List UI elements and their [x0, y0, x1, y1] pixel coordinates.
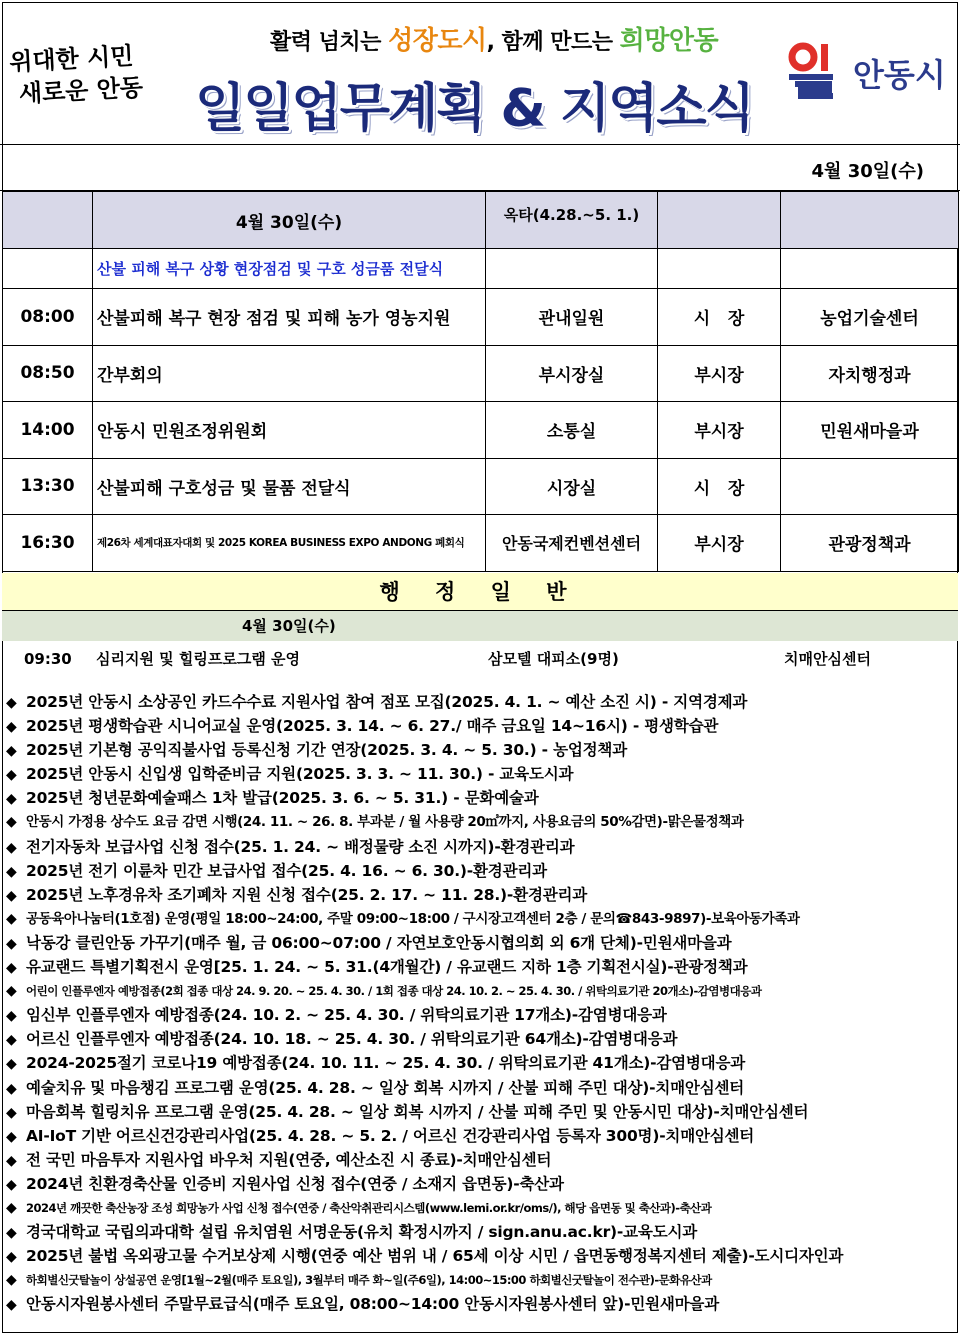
notice-item: [6, 1172, 954, 1196]
diamond-bullet-icon: ◆: [6, 887, 17, 904]
notice-item: [6, 835, 954, 859]
notice-text: 2025년 노후경유차 조기폐차 지원 신청 접수(25. 2. 17. ~ 11. 28.)-환경관리과: [26, 885, 588, 904]
notice-item: [6, 1027, 954, 1051]
tagline-hope-andong: 희망안동: [619, 26, 719, 56]
row-attendee: 시 장: [658, 289, 781, 346]
diamond-bullet-icon: ◆: [6, 695, 17, 711]
diamond-bullet-icon: ◆: [6, 719, 17, 736]
schedule-head-date: 4월 30일(수): [93, 192, 486, 249]
admin-section-title: 행 정 일 반: [2, 573, 958, 611]
notice-item: [6, 738, 954, 762]
date-label: 4월 30일(수): [811, 161, 924, 182]
notice-text: 마음회복 힐링치유 프로그램 운영(25. 4. 28. ~ 일상 회복 시까지 / 산불 피해 주민 및 안동시민 대상)-치매안심센터: [26, 1102, 809, 1121]
notice-item: [6, 859, 954, 883]
notice-item: [6, 1003, 954, 1027]
notice-item: [6, 1220, 954, 1244]
admin-time: 09:30: [24, 650, 72, 668]
notice-item: [6, 810, 954, 834]
diamond-bullet-icon: ◆: [6, 1104, 17, 1121]
diamond-bullet-icon: ◆: [6, 1032, 17, 1049]
row-department: 민원새마을과: [781, 402, 959, 459]
header: [0, 0, 960, 145]
notice-text: 2025년 전기 이륜차 민간 보급사업 접수(25. 4. 16. ~ 6. 30.)-환경관리과: [26, 861, 547, 880]
header-cell-empty: [658, 192, 781, 249]
notice-item: [6, 883, 954, 907]
notice-text: 임신부 인플루엔자 예방접종(24. 10. 2. ~ 25. 4. 30. / 위탁의료기관 17개소)-감염병대응과: [26, 1006, 667, 1025]
diamond-bullet-icon: ◆: [6, 839, 17, 856]
notice-text: 전 국민 마음투자 지원사업 바우처 지원(연중, 예산소진 시 종료)-치매안심센터: [26, 1150, 552, 1169]
diamond-bullet-icon: ◆: [6, 1249, 17, 1266]
notice-text: 어린이 인플루엔자 예방접종(2회 접종 대상 24. 9. 20. ~ 25. 4. 30. / 1회 접종 대상 24. 10. 2. ~ 25. 4. 30. / 위탁의료기관 20개소)-감염병대응과: [26, 984, 762, 999]
diamond-bullet-icon: ◆: [6, 1080, 17, 1097]
tagline-pre: 활력 넘치는: [270, 30, 389, 55]
slogan-line-1: 위대한 시민: [8, 40, 135, 77]
subtitle-cell-empty: [658, 249, 781, 289]
schedule-subtitle-row: [3, 249, 959, 289]
notice-text: 어르신 인플루엔자 예방접종(24. 10. 18. ~ 25. 4. 30. / 위탁의료기관 64개소)-감염병대응과: [26, 1030, 678, 1049]
date-row: [0, 145, 960, 191]
diamond-bullet-icon: ◆: [6, 935, 17, 952]
diamond-bullet-icon: ◆: [6, 863, 17, 880]
table-row: [3, 515, 959, 572]
row-time: 16:30: [3, 515, 93, 572]
row-title: 산불피해 복구 현장 점검 및 피해 농가 영농지원: [93, 289, 486, 346]
notice-item: [6, 1196, 954, 1220]
header-cell-empty: [3, 192, 93, 249]
slogan-line-2: 새로운 안동: [18, 72, 144, 108]
notice-text: 2025년 청년문화예술패스 1차 발급(2025. 3. 6. ~ 5. 31.) - 문화예술과: [26, 789, 539, 808]
notice-text: 2024-2025절기 코로나19 예방접종(24. 10. 11. ~ 25. 4. 30. / 위탁의료기관 41개소)-감염병대응과: [26, 1054, 746, 1073]
schedule-subtitle: 산불 피해 복구 상황 현장점검 및 구호 성금품 전달식: [93, 249, 486, 289]
tagline-mid: , 함께 만드는: [486, 30, 620, 55]
row-place: 시장실: [486, 458, 658, 515]
notice-item: [6, 1100, 954, 1124]
diamond-bullet-icon: ◆: [6, 1225, 17, 1242]
notice-text: AI-IoT 기반 어르신건강관리사업(25. 4. 28. ~ 5. 2. / 어르신 건강관리사업 등록자 300명)-치매안심센터: [26, 1126, 755, 1145]
admin-item-row: [2, 641, 958, 677]
notice-text: 경국대학교 국립의과대학 설립 유치염원 서명운동(유치 확정시까지 / sign.anu.ac.kr)-교육도시과: [26, 1223, 698, 1242]
notice-list: [6, 690, 954, 1316]
row-department: [781, 458, 959, 515]
admin-place: 삼모텔 대피소(9명): [488, 650, 619, 668]
diamond-bullet-icon: ◆: [6, 814, 17, 831]
notice-text: 하회별신굿탈놀이 상설공연 운영[1월~2월(매주 토요일), 3월부터 매주 화~일(주6일), 14:00~15:00 하회별신굿탈놀이 전수관)-문화유산과: [26, 1273, 712, 1288]
diamond-bullet-icon: ◆: [6, 983, 17, 1000]
row-time: 08:00: [3, 289, 93, 346]
notice-text: 유교랜드 특별기획전시 운영[25. 1. 24. ~ 5. 31.(4개월간) / 유교랜드 지하 1층 기획전시실)-관광정책과: [26, 958, 748, 977]
table-row: [3, 402, 959, 459]
admin-date: 4월 30일(수): [242, 617, 336, 635]
diamond-bullet-icon: ◆: [6, 767, 17, 784]
notice-text: 2025년 불법 옥외광고물 수거보상제 시행(연중 예산 범위 내 / 65세 이상 시민 / 읍면동행정복지센터 제출)-도시디자인과: [26, 1247, 844, 1266]
notice-item: [6, 1244, 954, 1268]
table-row: [3, 345, 959, 402]
diamond-bullet-icon: ◆: [6, 1272, 17, 1289]
row-attendee: 시 장: [658, 458, 781, 515]
subtitle-cell-empty: [3, 249, 93, 289]
row-place: 안동국제컨벤션센터: [486, 515, 658, 572]
notice-item: [6, 1124, 954, 1148]
diamond-bullet-icon: ◆: [6, 791, 17, 808]
page-title: 일일업무계획 & 지역소식: [195, 79, 753, 139]
subtitle-cell-empty: [486, 249, 658, 289]
row-title: 안동시 민원조정위원회: [93, 402, 486, 459]
notice-item: [6, 979, 954, 1003]
diamond-bullet-icon: ◆: [6, 1176, 17, 1193]
row-department: 관광정책과: [781, 515, 959, 572]
row-place: 소통실: [486, 402, 658, 459]
notice-text: 전기자동차 보급사업 신청 접수(25. 1. 24. ~ 배정물량 소진 시까지)-환경관리과: [26, 837, 575, 856]
schedule-table: [2, 191, 959, 572]
andong-logo: [785, 42, 950, 102]
notice-text: 낙동강 클린안동 가꾸기(매주 월, 금 06:00~07:00 / 자연보호안동시협의회 외 6개 단체)-민원새마을과: [26, 933, 732, 952]
diamond-bullet-icon: ◆: [6, 1199, 17, 1216]
row-time: 08:50: [3, 345, 93, 402]
tagline-growth-city: 성장도시: [388, 26, 487, 56]
notice-item: [6, 690, 954, 714]
admin-date-row: [2, 611, 958, 641]
row-department: 자치행정과: [781, 345, 959, 402]
notice-text: 2025년 기본형 공익직불사업 등록신청 기간 연장(2025. 3. 4. ~ 5. 30.) - 농업정책과: [26, 741, 627, 760]
row-time: 14:00: [3, 402, 93, 459]
row-place: 부시장실: [486, 345, 658, 402]
andong-logo-icon: [785, 42, 845, 102]
notice-text: 안동시자원봉사센터 주말무료급식(매주 토요일, 08:00~14:00 안동시자원봉사센터 앞)-민원새마을과: [26, 1295, 719, 1314]
notice-text: 2025년 평생학습관 시니어교실 운영(2025. 3. 14. ~ 6. 27./ 매주 금요일 14~16시) - 평생학습관: [26, 717, 719, 736]
row-title: 산불피해 구호성금 및 물품 전달식: [93, 458, 486, 515]
table-row: [3, 289, 959, 346]
row-place: 관내일원: [486, 289, 658, 346]
notice-item: [6, 1292, 954, 1316]
diamond-bullet-icon: ◆: [6, 1297, 17, 1314]
notice-item: [6, 1051, 954, 1075]
slogan-calligraphy: [8, 38, 176, 111]
diamond-bullet-icon: ◆: [6, 1152, 17, 1169]
notice-item: [6, 762, 954, 786]
notice-item: [6, 1076, 954, 1100]
schedule-header-row: [3, 192, 959, 249]
notice-item: [6, 786, 954, 810]
row-attendee: 부시장: [658, 402, 781, 459]
header-cell-empty: [781, 192, 959, 249]
notice-text: 공동육아나눔터(1호점) 운영(평일 18:00~24:00, 주말 09:00~18:00 / 구시장고객센터 2층 / 문의☎843-9897)-보육아동가족과: [26, 910, 800, 927]
tagline: [270, 20, 718, 57]
diamond-bullet-icon: ◆: [6, 1056, 17, 1073]
diamond-bullet-icon: ◆: [6, 1128, 17, 1145]
row-attendee: 부시장: [658, 345, 781, 402]
notice-item: [6, 955, 954, 979]
subtitle-cell-empty: [781, 249, 959, 289]
row-attendee: 부시장: [658, 515, 781, 572]
notice-text: 2024년 친환경축산물 인증비 지원사업 신청 접수(연중 / 소재지 읍면동)-축산과: [26, 1174, 564, 1193]
notice-item: [6, 714, 954, 738]
notice-item: [6, 907, 954, 931]
diamond-bullet-icon: ◆: [6, 1008, 17, 1025]
table-row: [3, 458, 959, 515]
admin-department: 치매안심센터: [784, 650, 871, 668]
row-title: 간부회의: [93, 345, 486, 402]
notice-text: 안동시 가정용 상수도 요금 감면 시행(24. 11. ~ 26. 8. 부과분 / 월 사용량 20㎥까지, 사용요금의 50%감면)-맑은물정책과: [26, 814, 744, 831]
notice-text: 예술치유 및 마음챙김 프로그램 운영(25. 4. 28. ~ 일상 회복 시까지 / 산불 피해 주민 대상)-치매안심센터: [26, 1078, 745, 1097]
schedule-head-trip: 옥타(4.28.~5. 1.): [486, 192, 658, 249]
row-department: 농업기술센터: [781, 289, 959, 346]
notice-item: [6, 931, 954, 955]
notice-item: [6, 1148, 954, 1172]
row-title: 제26차 세계대표자대회 및 2025 KOREA BUSINESS EXPO ANDONG 폐회식: [93, 515, 486, 572]
notice-text: 2024년 깨끗한 축산농장 조성 희망농가 사업 신청 접수(연중 / 축산악취관리시스템(www.lemi.or.kr/oms/), 해당 읍면동 및 축산과)-축산과: [26, 1200, 712, 1215]
row-time: 13:30: [3, 458, 93, 515]
diamond-bullet-icon: ◆: [6, 743, 17, 760]
notice-item: [6, 1268, 954, 1292]
notice-text: 2025년 안동시 소상공인 카드수수료 지원사업 참여 점포 모집(2025. 4. 1. ~ 예산 소진 시) - 지역경제과: [26, 693, 748, 711]
diamond-bullet-icon: ◆: [6, 960, 17, 977]
notice-text: 2025년 안동시 신입생 입학준비금 지원(2025. 3. 3. ~ 11. 30.) - 교육도시과: [26, 765, 574, 784]
diamond-bullet-icon: ◆: [6, 910, 17, 927]
logo-text: 안동시: [853, 56, 946, 94]
admin-title: 심리지원 및 힐링프로그램 운영: [96, 650, 301, 668]
